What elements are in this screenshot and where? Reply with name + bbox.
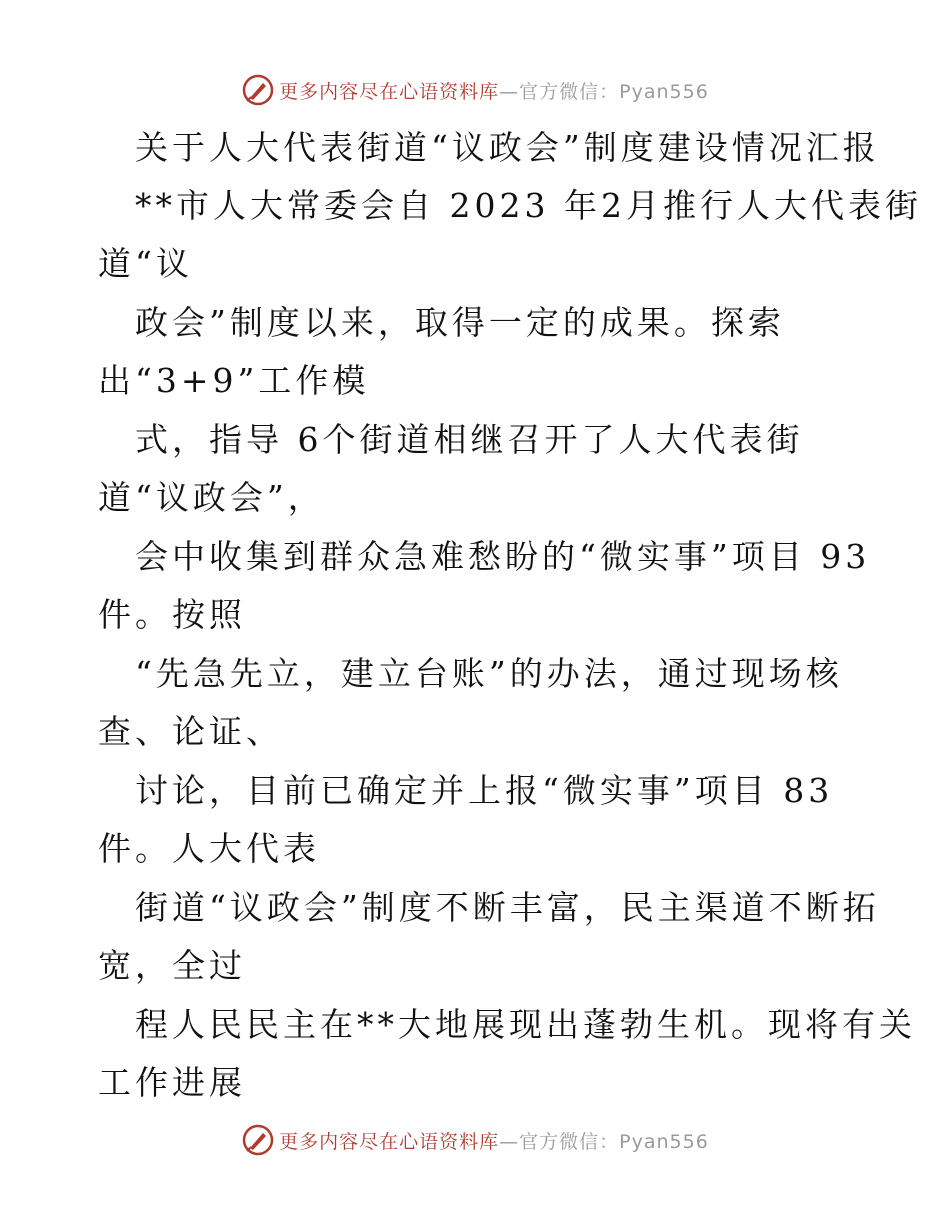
- watermark-text: [279, 1127, 709, 1154]
- paragraph-line: 式，指导 6个街道相继召开了人大代表街: [135, 420, 804, 459]
- watermark-tail: —官方微信：Pyan556: [499, 80, 709, 103]
- paragraph-line: 街道“议政会”制度不断丰富，民主渠道不断拓: [135, 888, 880, 927]
- paragraph-line: 件。按照: [98, 595, 246, 634]
- paragraph-line: 程人民民主在**大地展现出蓬勃生机。现将有关: [135, 1005, 916, 1044]
- watermark-main: 更多内容尽在心语资料库: [279, 1130, 500, 1153]
- paragraph-line: 道“议: [98, 244, 193, 283]
- paragraph-line: 讨论，目前已确定并上报“微实事”项目 83: [135, 771, 834, 810]
- watermark-main: 更多内容尽在心语资料库: [279, 80, 500, 103]
- quill-logo-icon: [241, 1123, 275, 1157]
- footer-watermark: [0, 1120, 950, 1160]
- paragraph-line: 宽，全过: [98, 946, 246, 985]
- paragraph-line: 件。人大代表: [98, 829, 320, 868]
- paragraph-line: 查、论证、: [98, 712, 283, 751]
- paragraph-line: 会中收集到群众急难愁盼的“微实事”项目 93: [135, 537, 871, 576]
- paragraph-line: 出“3+9”工作模: [98, 361, 370, 400]
- watermark-tail: —官方微信：Pyan556: [499, 1130, 709, 1153]
- paragraph-line: 道“议政会”，: [98, 478, 325, 517]
- paragraph-line: 政会”制度以来，取得一定的成果。探索: [135, 303, 785, 342]
- paragraph-line: 工作进展: [98, 1063, 246, 1102]
- document-title: 关于人大代表街道“议政会”制度建设情况汇报: [135, 128, 880, 167]
- paragraph-line: **市人大常委会自 2023 年2月推行人大代表街: [135, 186, 922, 225]
- paragraph-line: “先急先立，建立台账”的办法，通过现场核: [135, 654, 843, 693]
